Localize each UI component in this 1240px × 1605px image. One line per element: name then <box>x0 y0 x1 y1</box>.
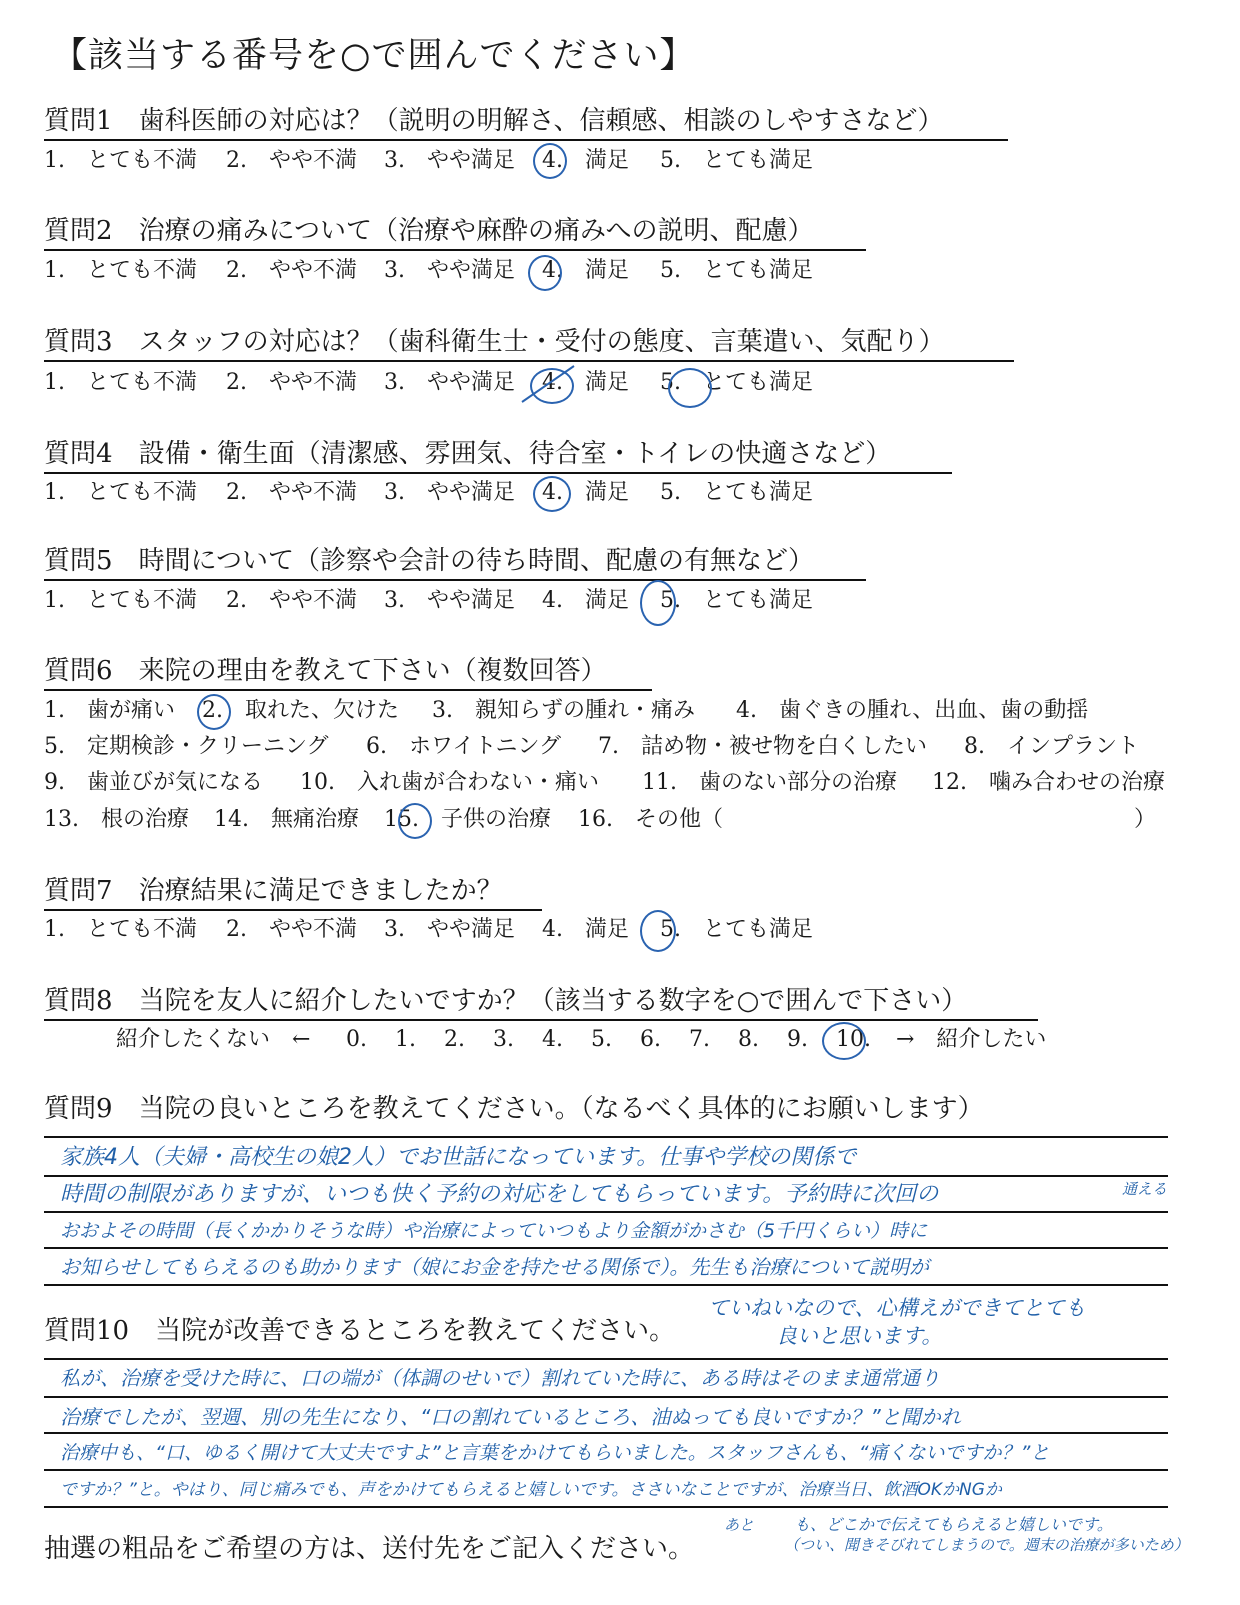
question-7-text: 治療結果に満足できましたか？ <box>138 876 503 906</box>
q3-option-1[interactable]: 1. とても不満 <box>44 370 197 395</box>
q8-answer-circle-mark <box>822 1022 866 1060</box>
q6-option-16-close: ） <box>1134 807 1157 832</box>
q6-option-4[interactable]: 4. 歯ぐきの腫れ、出血、歯の動揺 <box>736 698 1089 723</box>
q5-answer-circle-mark <box>640 580 676 626</box>
q1-option-1[interactable]: 1. とても不満 <box>44 148 197 173</box>
q10-answer-line-4 <box>44 1469 1168 1471</box>
q8-option-4[interactable]: 4. <box>542 1027 563 1052</box>
question-7 <box>44 876 542 911</box>
q6-option-9[interactable]: 9. 歯並びが気になる <box>44 770 263 795</box>
q9-answer-line-5 <box>44 1284 1168 1286</box>
q6-option-5[interactable]: 5. 定期検診・クリーニング <box>44 734 329 759</box>
q6-option-14[interactable]: 14. 無痛治療 <box>214 807 359 832</box>
q1-option-3[interactable]: 3. やや満足 <box>384 148 515 173</box>
q2-option-4[interactable]: 4. 満足 <box>542 258 629 283</box>
question-3-label: 質問3 <box>44 327 113 357</box>
q6-option-1[interactable]: 1. 歯が痛い <box>44 698 175 723</box>
q5-option-3[interactable]: 3. やや満足 <box>384 588 515 613</box>
q4-option-5[interactable]: 5. とても満足 <box>660 480 813 505</box>
question-3 <box>44 327 1014 362</box>
q6-option-10[interactable]: 10. 入れ歯が合わない・痛い <box>300 770 599 795</box>
question-8-text: 当院を友人に紹介したいですか？（該当する数字を○で囲んで下さい） <box>138 986 968 1016</box>
question-2-options <box>44 257 813 285</box>
q4-option-4[interactable]: 4. 満足 <box>542 480 629 505</box>
q6-option-15[interactable]: 15. 子供の治療 <box>384 807 551 832</box>
question-1-label: 質問1 <box>44 106 113 136</box>
question-10-label: 質問10 <box>44 1316 130 1346</box>
q6-option-6[interactable]: 6. ホワイトニング <box>366 734 562 759</box>
q6-option-12[interactable]: 12. 噛み合わせの治療 <box>932 770 1165 795</box>
q7-answer-circle-mark <box>640 910 676 952</box>
q10-answer-text-1: 私が、治療を受けた時に、口の端が（体調のせいで）割れていた時に、ある時はそのまま通常通り <box>60 1366 940 1390</box>
q10-answer-line-2 <box>44 1396 1168 1398</box>
q8-option-6[interactable]: 6. <box>640 1027 661 1052</box>
question-7-label: 質問7 <box>44 876 113 906</box>
question-5-label: 質問5 <box>44 546 113 576</box>
question-8 <box>44 986 1038 1021</box>
q8-option-5[interactable]: 5. <box>591 1027 612 1052</box>
question-5 <box>44 546 866 581</box>
q4-answer-circle-mark <box>533 476 571 512</box>
q1-option-4[interactable]: 4. 満足 <box>542 148 629 173</box>
question-3-text: スタッフの対応は？（歯科衛生士・受付の態度、言葉遣い、気配り） <box>138 327 945 357</box>
question-10-text: 当院が改善できるところを教えてください。 <box>155 1316 676 1346</box>
q4-option-2[interactable]: 2. やや不満 <box>226 480 357 505</box>
q8-option-3[interactable]: 3. <box>493 1027 514 1052</box>
q10-answer-text-4: ですか？”と。やはり、同じ痛みでも、声をかけてもらえると嬉しいです。ささいなことですが、治療当日、飲酒OKかNGか <box>60 1480 1002 1500</box>
q9-answer-line-1 <box>44 1136 1168 1138</box>
question-1-options <box>44 147 813 175</box>
question-4-options <box>44 479 813 507</box>
q9-answer-text-6: 良いと思います。 <box>776 1324 943 1348</box>
q6-option-13[interactable]: 13. 根の治療 <box>44 807 189 832</box>
q9-answer-text-4: お知らせしてもらえるのも助かります（娘にお金を持たせる関係で）。先生も治療について説明が <box>60 1255 929 1279</box>
q3-option-4[interactable]: 4. 満足 <box>542 370 629 395</box>
q4-option-1[interactable]: 1. とても不満 <box>44 480 197 505</box>
q9-margin-note: 通える <box>1122 1180 1168 1198</box>
q6-answer-15-circle-mark <box>398 803 432 839</box>
q6-options-row-2 <box>44 733 1139 761</box>
q5-option-5[interactable]: 5. とても満足 <box>660 588 813 613</box>
q5-option-2[interactable]: 2. やや不満 <box>226 588 357 613</box>
question-4 <box>44 439 952 474</box>
question-2-label: 質問2 <box>44 216 113 246</box>
q4-option-3[interactable]: 3. やや満足 <box>384 480 515 505</box>
prize-instruction: 抽選の粗品をご希望の方は、送付先をご記入ください。 <box>44 1534 695 1564</box>
q10-answer-line-3 <box>44 1432 1168 1434</box>
question-2-text: 治療の痛みについて（治療や麻酔の痛みへの説明、配慮） <box>138 216 814 246</box>
question-10 <box>44 1316 675 1346</box>
q2-option-1[interactable]: 1. とても不満 <box>44 258 197 283</box>
question-9-label: 質問9 <box>44 1094 113 1124</box>
q10-answer-text-2: 治療でしたが、翌週、別の先生になり、“口の割れているところ、油ぬっても良いですか？”と聞かれ <box>60 1405 961 1429</box>
question-6 <box>44 656 652 691</box>
q1-option-5[interactable]: 5. とても満足 <box>660 148 813 173</box>
q9-answer-line-4 <box>44 1247 1168 1249</box>
question-6-label: 質問6 <box>44 656 113 686</box>
q8-right-label: → 紹介したい <box>896 1027 1047 1052</box>
q8-option-2[interactable]: 2. <box>444 1027 465 1052</box>
q9-answer-text-2: 時間の制限がありますが、いつも快く予約の対応をしてもらっています。予約時に次回の <box>60 1182 939 1207</box>
q1-option-2[interactable]: 2. やや不満 <box>226 148 357 173</box>
q6-option-7[interactable]: 7. 詰め物・被せ物を白くしたい <box>598 734 927 759</box>
q10-answer-line-1 <box>44 1358 1168 1360</box>
question-2 <box>44 216 866 251</box>
q8-option-1[interactable]: 1. <box>395 1027 416 1052</box>
q8-option-10[interactable]: 10. <box>836 1027 871 1052</box>
question-6-text: 来院の理由を教えて下さい（複数回答） <box>138 656 607 686</box>
q2-option-3[interactable]: 3. やや満足 <box>384 258 515 283</box>
q8-option-0[interactable]: 0. <box>346 1027 367 1052</box>
q3-strike-mark <box>518 362 578 406</box>
q2-option-5[interactable]: 5. とても満足 <box>660 258 813 283</box>
q9-answer-text-3: おおよその時間（長くかかりそうな時）や治療によっていつもより金額がかさむ（5千円くらい）時に <box>60 1220 928 1242</box>
q6-option-11[interactable]: 11. 歯のない部分の治療 <box>642 770 897 795</box>
question-5-options <box>44 587 813 615</box>
q1-answer-circle-mark <box>533 143 567 179</box>
q7-option-2[interactable]: 2. やや不満 <box>226 917 357 942</box>
question-8-label: 質問8 <box>44 986 113 1016</box>
q6-option-16[interactable]: 16. その他（ <box>578 807 723 832</box>
q2-option-2[interactable]: 2. やや不満 <box>226 258 357 283</box>
question-1 <box>44 106 1008 141</box>
q3-answer-circle-mark <box>668 368 712 408</box>
q10-answer-text-6: （つい、聞きそびれてしまうので。週末の治療が多いため） <box>784 1536 1189 1554</box>
q8-scale <box>116 1026 1046 1054</box>
q8-option-7[interactable]: 7. <box>689 1027 710 1052</box>
q9-answer-text-1: 家族4人（夫婦・高校生の娘2人）でお世話になっています。仕事や学校の関係で <box>60 1145 857 1170</box>
q6-options-row-3 <box>44 769 1165 797</box>
q5-option-4[interactable]: 4. 満足 <box>542 588 629 613</box>
page-title: 【該当する番号を○で囲んでください】 <box>52 36 696 76</box>
q5-option-1[interactable]: 1. とても不満 <box>44 588 197 613</box>
q6-options-row-4 <box>44 806 1156 834</box>
q3-option-3[interactable]: 3. やや満足 <box>384 370 515 395</box>
q7-option-1[interactable]: 1. とても不満 <box>44 917 197 942</box>
question-4-text: 設備・衛生面（清潔感、雰囲気、待合室・トイレの快適さなど） <box>138 439 892 469</box>
q10-answer-line-5 <box>44 1506 1168 1508</box>
q3-option-5[interactable]: 5. とても満足 <box>660 370 813 395</box>
q10-note-prefix: あと <box>724 1516 755 1534</box>
q6-answer-2-circle-mark <box>197 694 231 730</box>
q6-option-3[interactable]: 3. 親知らずの腫れ・痛み <box>432 698 695 723</box>
question-1-text: 歯科医師の対応は？（説明の明解さ、信頼感、相談のしやすさなど） <box>138 106 944 136</box>
q9-answer-line-3 <box>44 1211 1168 1213</box>
question-7-options <box>44 916 813 944</box>
q10-answer-text-3: 治療中も、“口、ゆるく開けて大丈夫ですよ”と言葉をかけてもらいました。スタッフさんも、“痛くないですか？”と <box>60 1442 1050 1464</box>
q8-option-8[interactable]: 8. <box>738 1027 759 1052</box>
question-5-text: 時間について（診察や会計の待ち時間、配慮の有無など） <box>138 546 815 576</box>
question-4-label: 質問4 <box>44 439 113 469</box>
q9-answer-line-2 <box>44 1175 1168 1177</box>
q6-option-2[interactable]: 2. 取れた、欠けた <box>202 698 399 723</box>
q7-option-3[interactable]: 3. やや満足 <box>384 917 515 942</box>
q8-left-label: 紹介したくない ← <box>116 1027 311 1052</box>
q9-answer-text-5: ていねいなので、心構えができてとても <box>708 1296 1086 1320</box>
q7-option-4[interactable]: 4. 満足 <box>542 917 629 942</box>
q10-answer-text-5: も、どこかで伝えてもらえると嬉しいです。 <box>794 1515 1113 1534</box>
q2-answer-circle-mark <box>528 255 562 291</box>
q7-option-5[interactable]: 5. とても満足 <box>660 917 813 942</box>
q3-option-2[interactable]: 2. やや不満 <box>226 370 357 395</box>
question-9-text: 当院の良いところを教えてください。（なるべく具体的にお願いします） <box>138 1094 984 1124</box>
q8-option-9[interactable]: 9. <box>787 1027 808 1052</box>
q6-option-8[interactable]: 8. インプラント <box>964 734 1139 759</box>
question-9 <box>44 1094 984 1124</box>
